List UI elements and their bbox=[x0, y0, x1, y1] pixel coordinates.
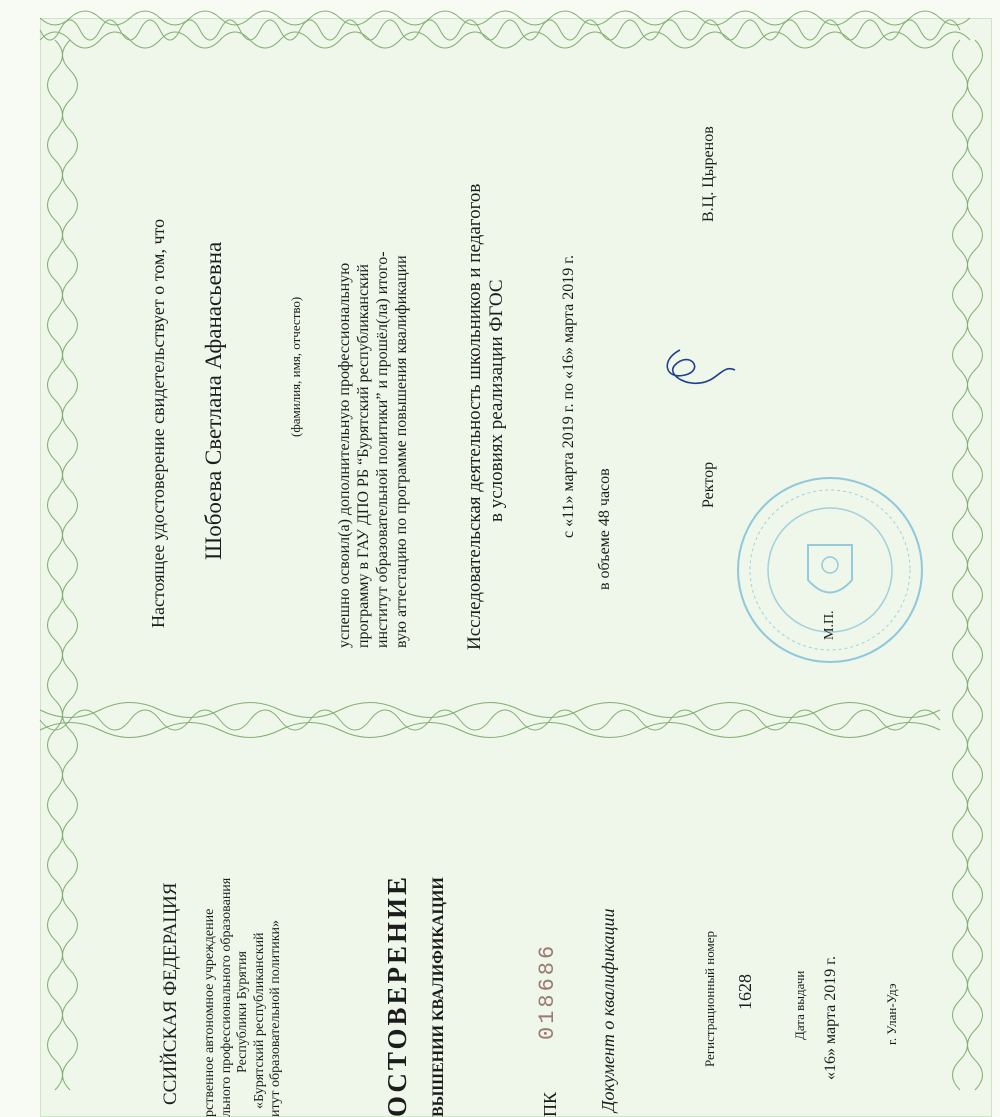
document-type: Документ о квалификации bbox=[598, 908, 618, 1112]
issue-date-label: Дата выдачи bbox=[792, 970, 807, 1040]
recipient-name: Шобоева Светлана Афанасьевна bbox=[201, 241, 226, 560]
document-title: ОСТОВЕРЕНИЕ bbox=[382, 873, 412, 1117]
issue-date: «16» марта 2019 г. bbox=[822, 956, 839, 1080]
completion-statement bbox=[336, 251, 412, 648]
serial-number: 018686 bbox=[535, 942, 560, 1040]
official-seal bbox=[730, 470, 930, 670]
issuer-organization bbox=[202, 878, 285, 1117]
series-prefix: ПК bbox=[540, 1091, 560, 1117]
program-line: в условиях реализации ФГОС bbox=[486, 279, 508, 522]
program-line: Исследовательская деятельность школьников и педагогов bbox=[464, 183, 485, 650]
rector-name: В.Ц. Цыренов bbox=[700, 126, 717, 222]
statement-line: программу в ГАУ ДПО РБ “Бурятский республиканский bbox=[354, 264, 372, 648]
issuer-line: Республики Бурятия bbox=[235, 951, 251, 1073]
statement-line: вую аттестацию по программе повышения квалификации bbox=[392, 255, 410, 648]
study-volume: в объеме 48 часов bbox=[596, 468, 613, 590]
document-subtitle: ВЫШЕНИИ КВАЛИФИКАЦИИ bbox=[430, 877, 447, 1117]
rector-signature bbox=[650, 340, 740, 400]
program-title bbox=[464, 184, 509, 650]
issuer-line: «Бурятский республиканский bbox=[251, 932, 267, 1109]
name-caption: (фамилия, имя, отчество) bbox=[288, 296, 303, 437]
seal-label: М.П. bbox=[822, 610, 837, 640]
intro-text: Настоящее удостоверение свидетельствует о том, что bbox=[148, 218, 168, 628]
issuer-line: итут образовательной политики» bbox=[268, 920, 284, 1117]
issue-city: г. Улан-Удэ bbox=[884, 983, 899, 1045]
registration-label: Регистрационный номер bbox=[702, 931, 717, 1067]
statement-line: институт образовательной политики” и прошёл(ла) итого- bbox=[373, 251, 391, 648]
statement-line: успешно освоил(а) дополнительную профессиональную bbox=[336, 262, 353, 648]
rector-label: Ректор bbox=[700, 461, 717, 508]
study-period: с «11» марта 2019 г. по «16» марта 2019 г. bbox=[560, 255, 577, 538]
federation-heading: ССИЙСКАЯ ФЕДЕРАЦИЯ bbox=[160, 882, 181, 1105]
registration-number: 1628 bbox=[735, 974, 755, 1010]
issuer-line: рственное автономное учреждение bbox=[202, 908, 217, 1117]
issuer-line: льного профессионального образования bbox=[218, 877, 234, 1117]
